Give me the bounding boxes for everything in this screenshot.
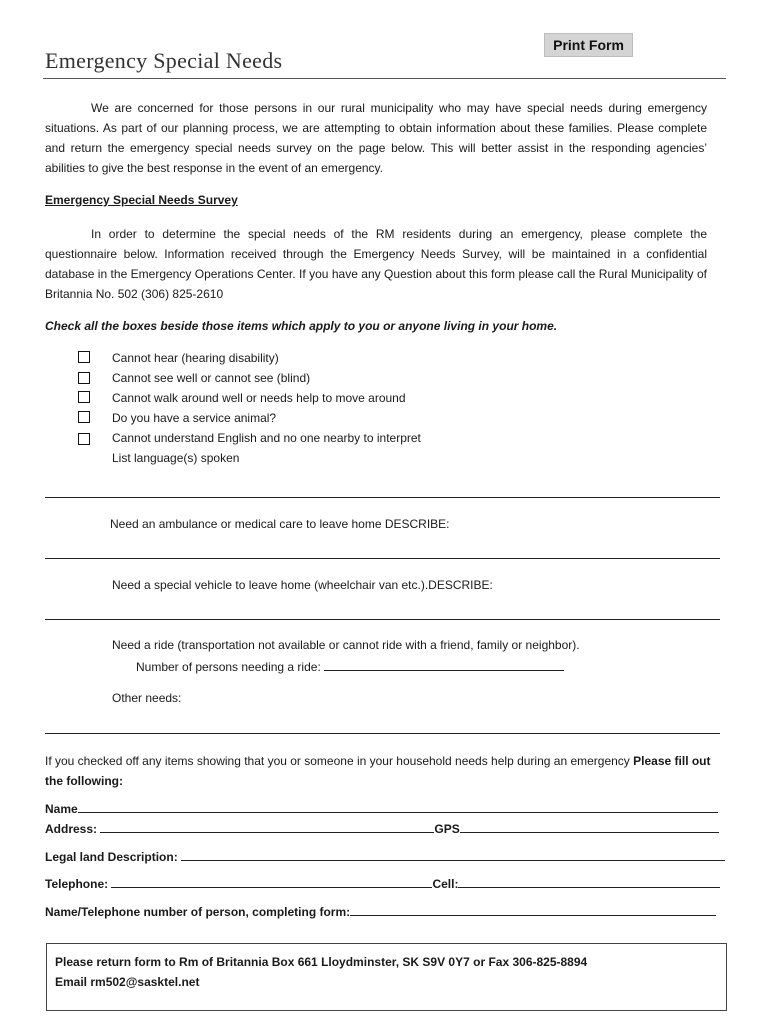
name-row (45, 800, 718, 816)
return-email-text: Email rm502@sasktel.net (55, 975, 200, 989)
telephone-label: Telephone: (45, 877, 109, 891)
persons-input[interactable] (324, 658, 564, 671)
page-title: Emergency Special Needs (45, 48, 283, 73)
title-divider (43, 78, 726, 79)
cell-input[interactable] (458, 875, 720, 888)
name-label: Name (45, 802, 78, 816)
persons-row (136, 658, 564, 674)
item-hearing-label: Cannot hear (hearing disability) (112, 351, 279, 365)
completing-label: Name/Telephone number of person, completing form: (45, 905, 351, 919)
intro-paragraph (45, 98, 707, 178)
survey-paragraph (45, 224, 707, 304)
persons-label: Number of persons needing a ride: (136, 660, 321, 674)
item-mobility-label: Cannot walk around well or needs help to move around (112, 391, 406, 405)
followup-bold-text: Please fill out the following: (45, 754, 711, 788)
checkbox-mobility[interactable] (78, 391, 90, 403)
followup-paragraph (45, 751, 725, 791)
checkbox-vision[interactable] (78, 372, 90, 384)
legal-land-row (45, 848, 725, 864)
legal-land-label: Legal land Description: (45, 850, 178, 864)
checkbox-service-animal[interactable] (78, 411, 90, 423)
vehicle-input-line[interactable] (45, 619, 720, 620)
gps-input[interactable] (460, 820, 719, 833)
ambulance-label: Need an ambulance or medical care to leave home DESCRIBE: (110, 517, 450, 531)
followup-text: If you checked off any items showing that you or someone in your household needs help during an emergency (45, 754, 630, 768)
address-input[interactable] (100, 820, 434, 833)
item-vision-label: Cannot see well or cannot see (blind) (112, 371, 311, 385)
intro-text: We are concerned for those persons in our rural municipality who may have special needs during emergency situations. As part of our planning process, we are attempting to obtain information about these families. Please complete and return the emergency special needs survey on the page below. This will better assist in the responding agencies’ abilities to give the best response in the event of an emergency. (45, 101, 707, 175)
telephone-input[interactable] (111, 875, 432, 888)
ride-label: Need a ride (transportation not available or cannot ride with a friend, family or neighbor). (112, 638, 580, 652)
completing-input[interactable] (350, 903, 716, 916)
ambulance-input-line[interactable] (45, 558, 720, 559)
gps-label: GPS (434, 822, 460, 836)
other-needs-label: Other needs: (112, 691, 182, 705)
instruction-text: Check all the boxes beside those items which apply to you or anyone living in your home. (45, 319, 558, 333)
language-spoken-label: List language(s) spoken (112, 451, 240, 465)
address-label: Address: (45, 822, 98, 836)
address-row (45, 820, 719, 836)
print-form-button[interactable]: Print Form (544, 33, 633, 57)
item-service-animal-label: Do you have a service animal? (112, 411, 277, 425)
completing-row (45, 903, 716, 919)
return-address-text: Please return form to Rm of Britannia Box 661 Lloydminster, SK S9V 0Y7 or Fax 306-825-8894 (55, 955, 588, 969)
survey-heading: Emergency Special Needs Survey (45, 193, 238, 207)
other-needs-input-line[interactable] (45, 733, 720, 734)
legal-land-input[interactable] (181, 848, 725, 861)
language-input-line[interactable] (45, 497, 720, 498)
checkbox-language[interactable] (78, 433, 90, 445)
item-language-label: Cannot understand English and no one nearby to interpret (112, 431, 421, 445)
cell-label: Cell: (432, 877, 459, 891)
checkbox-hearing[interactable] (78, 351, 90, 363)
vehicle-label: Need a special vehicle to leave home (wheelchair van etc.).DESCRIBE: (112, 578, 493, 592)
name-input[interactable] (78, 800, 718, 813)
telephone-row (45, 875, 720, 891)
survey-text: In order to determine the special needs of the RM residents during an emergency, please complete the questionnaire below. Information received through the Emergency Needs Survey, will be maintained in a confidential database in the Emergency Operations Center. If you have any Question about this form please call the Rural Municipality of Britannia No. 502 (306) 825-2610 (45, 227, 707, 301)
